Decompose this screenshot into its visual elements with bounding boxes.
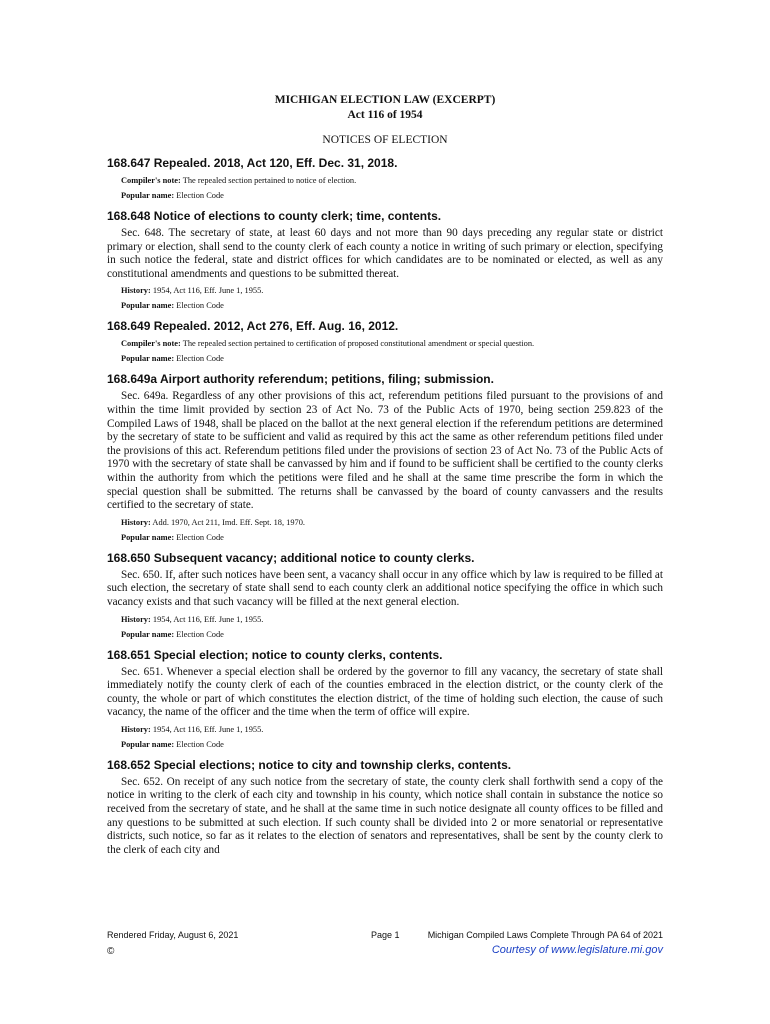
compiler-note: Compiler's note: The repealed section pertained to notice of election. (121, 176, 357, 185)
section-body: Sec. 649a. Regardless of any other provisions of this act, referendum petitions filed pursuant to the provisions of and within the time limit provided by section 23 of Act No. 73 of the Public Acts of 1970, being section 259.823 of the Compiled Laws of 1948, shall be placed on the ballot at the next general election if the referendum petitions are determined by the secretary of state to be sufficient and valid as required by this act the same as other referendum petitions filed under the provisions of this act. Referendum petitions filed under the provisions of section 23 of Act No. 73 of the Public Acts of 1970 with the secretary of state shall be canvassed by him and if found to be sufficient shall be certified to the county clerks within the authority from which the petitions were filed and he shall at the same time prescribe the form in which the special question shall be submitted. The returns shall be canvassed by the board of county canvassers and the results certified to the secretary of state. (107, 390, 663, 512)
history-note: History: 1954, Act 116, Eff. June 1, 1955. (121, 286, 264, 296)
document-title: MICHIGAN ELECTION LAW (EXCERPT) (274, 94, 496, 106)
copyright-icon: © (107, 946, 115, 957)
section-heading: 168.649 Repealed. 2012, Act 276, Eff. Aug. 16, 2012. (107, 319, 399, 334)
document-page (107, 93, 663, 857)
section-168-648 (107, 209, 663, 311)
act-number: Act 116 of 1954 (347, 109, 423, 121)
section-heading: 168.648 Notice of elections to county clerk; time, contents. (107, 209, 442, 223)
section-168-652 (107, 758, 663, 858)
section-168-647 (107, 156, 663, 201)
history-note: History: 1954, Act 116, Eff. June 1, 1955. (121, 614, 264, 624)
section-168-649 (107, 319, 663, 364)
chapter-heading: NOTICES OF ELECTION (322, 134, 448, 146)
history-note: History: Add. 1970, Act 211, Imd. Eff. Sept. 18, 1970. (121, 517, 306, 527)
popular-name: Popular name: Election Code (121, 354, 224, 364)
section-168-649a (107, 372, 663, 542)
popular-name: Popular name: Election Code (121, 301, 224, 311)
courtesy-link[interactable]: Courtesy of www.legislature.mi.gov (491, 944, 663, 956)
section-heading: 168.647 Repealed. 2018, Act 120, Eff. Dec. 31, 2018. (107, 156, 398, 170)
compiler-note: Compiler's note: The repealed section pertained to certification of proposed constitutional amendment or special question. (121, 339, 535, 349)
history-note: History: 1954, Act 116, Eff. June 1, 1955. (121, 724, 264, 734)
popular-name: Popular name: Election Code (121, 629, 224, 639)
compiled-through: Michigan Compiled Laws Complete Through PA 64 of 2021 (427, 930, 663, 940)
popular-name: Popular name: Election Code (121, 739, 224, 749)
section-heading: 168.649a Airport authority referendum; petitions, filing; submission. (107, 372, 494, 387)
section-168-650 (107, 551, 663, 640)
popular-name: Popular name: Election Code (121, 532, 224, 542)
section-heading: 168.650 Subsequent vacancy; additional notice to county clerks. (107, 550, 475, 565)
section-body: Sec. 650. If, after such notices have been sent, a vacancy shall occur in any office which by law is required to be filled at such election, the secretary of state shall send to each county clerk an additional notice specifying the office in which such vacancy exists and that such vacancy will be filled at the next general election. (107, 568, 663, 608)
section-body: Sec. 652. On receipt of any such notice from the secretary of state, the county clerk shall forthwith send a copy of the notice in writing to the clerk of each city and township in his county, which notice shall contain in substance the notice so received from the secretary of state, and he shall at the same time in such notice designate all county offices to be filled and any questions to be submitted at such election. If such county shall be divided into 2 or more senatorial or representative districts, such notice, so far as it relates to the election of senators and representatives, shall be sent by the county clerk to the clerk of each city and (107, 775, 663, 856)
rendered-date: Rendered Friday, August 6, 2021 (107, 930, 239, 940)
page-number: Page 1 (371, 930, 400, 940)
section-heading: 168.651 Special election; notice to county clerks, contents. (107, 647, 443, 662)
section-heading: 168.652 Special elections; notice to city and township clerks, contents. (107, 757, 512, 772)
page-footer (107, 930, 663, 944)
section-body: Sec. 651. Whenever a special election shall be ordered by the governor to fill any vacancy, the secretary of state shall immediately notify the county clerk of each of the counties embraced in the election district, or the county clerk of the county, the whole or part of which constitutes the election district, of the time of holding such election, the cause of such vacancy, the name of the officer and the time when the term of office will expire. (107, 665, 663, 719)
section-168-651 (107, 648, 663, 750)
page-footer-credits (107, 944, 663, 960)
popular-name: Popular name: Election Code (121, 191, 224, 200)
section-body: Sec. 648. The secretary of state, at least 60 days and not more than 90 days preceding any regular state or district primary or election, shall send to the county clerk of each county a notice in writing of such primary or election, specifying in such notice the federal, state and district offices for which candidates are to be nominated or elected, as well as any constitutional amendments and questions to be submitted thereat. (107, 227, 663, 280)
